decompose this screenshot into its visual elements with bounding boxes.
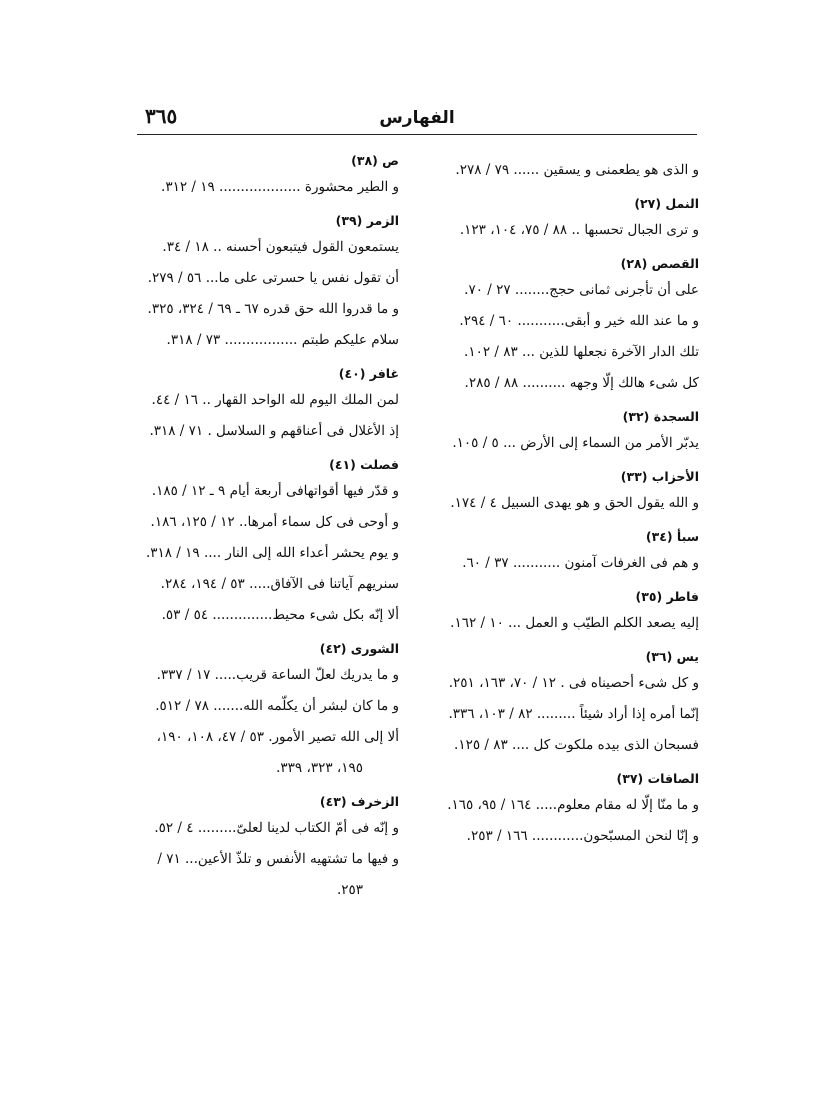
left-column <box>137 150 399 901</box>
verse-entry: و ما عند الله خير و أبقى........... ٦٠ / ٢٩٤. <box>459 313 699 329</box>
verse-entry: و إنّا لنحن المسبّحون............ ١٦٦ / ٢٥٣. <box>466 828 699 844</box>
verse-entry: و ما منّا إلّا له مقام معلوم..... ١٦٤ / ٩٥، ١٦٥. <box>447 797 699 813</box>
surah-heading: القصص (٢٨) <box>620 256 699 271</box>
surah-heading: الشورى (٤٢) <box>319 641 399 656</box>
verse-entry: و الطير محشورة ................... ١٩ / ٣١٢. <box>161 179 399 195</box>
verse-entry: و ما يدريك لعلّ الساعة قريب..... ١٧ / ٣٣٧. <box>156 667 399 683</box>
verse-entry: سنريهم آياتنا فى الآفاق..... ٥٣ / ١٩٤، ٢٨٤. <box>160 576 399 592</box>
verse-entry: سلام عليكم طبتم ................. ٧٣ / ٣١٨. <box>166 332 399 348</box>
verse-entry: إذ الأغلال فى أعناقهم و السلاسل . ٧١ / ٣١٨. <box>149 423 399 439</box>
surah-heading: يس (٣٦) <box>645 649 699 664</box>
verse-entry: و الذى هو يطعمنى و يسقين ...... ٧٩ / ٢٧٨. <box>455 162 699 178</box>
surah-heading: الصافات (٣٧) <box>616 771 699 786</box>
verse-entry: و ترى الجبال تحسبها .. ٨٨ / ٧٥، ١٠٤، ١٢٣. <box>459 222 699 238</box>
verse-entry-line: و فيها ما تشتهيه الأنفس و تلذّ الأعين... ٧١ / <box>157 851 399 867</box>
page-title: الفهارس <box>379 108 455 128</box>
verse-entry: يدبّر الأمر من السماء إلى الأرض ... ٥ / ١٠٥. <box>452 435 699 451</box>
verse-entry: ألا إنّه بكل شىء محيط.............. ٥٤ / ٥٣. <box>161 607 399 623</box>
verse-entry-continuation: ٢٥٣. <box>336 882 363 898</box>
page-number: ٣٦٥ <box>145 104 178 128</box>
surah-heading: الزخرف (٤٣) <box>319 794 399 809</box>
verse-entry <box>137 848 399 901</box>
verse-entry-continuation: ١٩٥، ٣٢٣، ٣٣٩. <box>276 760 363 776</box>
verse-entry: و الله يقول الحق و هو يهدى السبيل ٤ / ١٧٤. <box>450 495 699 511</box>
surah-heading: غافر (٤٠) <box>338 366 399 381</box>
verse-entry: أن تقول نفس يا حسرتى على ما... ٥٦ / ٢٧٩. <box>147 270 399 286</box>
verse-entry: فسبحان الذى بيده ملكوت كل .... ٨٣ / ١٢٥. <box>454 737 699 753</box>
verse-entry: إنّما أمره إذا أراد شيئاً ......... ٨٢ / ١٠٣، ٣٣٦. <box>448 706 699 722</box>
verse-entry: و أوحى فى كل سماء أمرها.. ١٢ / ١٢٥، ١٨٦. <box>150 514 399 530</box>
verse-entry: و يوم يحشر أعداء الله إلى النار .... ١٩ / ٣١٨. <box>145 545 399 561</box>
surah-heading: فاطر (٣٥) <box>635 589 699 604</box>
verse-entry: كل شىء هالك إلّا وجهه .......... ٨٨ / ٢٨٥. <box>464 375 699 391</box>
verse-entry: و إنّه فى أمّ الكتاب لدينا لعلىّ......... ٤ / ٥٢. <box>154 820 399 836</box>
surah-heading: الزمر (٣٩) <box>335 213 399 228</box>
verse-entry: و قدّر فيها أقواتهافى أربعة أيام ٩ ـ ١٢ / ١٨٥. <box>151 483 399 499</box>
verse-entry <box>137 726 399 779</box>
surah-heading: السجدة (٣٢) <box>622 409 699 424</box>
verse-entry: و ما قدروا الله حق قدره ٦٧ ـ ٦٩ / ٣٢٤، ٣٢٥. <box>147 301 399 317</box>
surah-heading: فصلت (٤١) <box>329 457 399 472</box>
verse-entry: و كل شىء أحصيناه فى . ١٢ / ٧٠، ١٦٣، ٢٥١. <box>448 675 699 691</box>
verse-entry: تلك الدار الآخرة نجعلها للذين ... ٨٣ / ١٠٢. <box>464 344 699 360</box>
verse-entry: و هم فى الغرفات آمنون ........... ٣٧ / ٦٠. <box>462 555 699 571</box>
header-rule <box>137 134 697 135</box>
surah-heading: سبأ (٣٤) <box>645 529 699 544</box>
verse-entry: إليه يصعد الكلم الطيّب و العمل ... ١٠ / ١٦٢. <box>450 615 699 631</box>
verse-entry: و ما كان لبشر أن يكلّمه الله....... ٧٨ / ٥١٢. <box>155 698 399 714</box>
page-header <box>137 104 697 134</box>
right-column <box>437 150 699 847</box>
surah-heading: النمل (٢٧) <box>634 196 699 211</box>
verse-entry-line: ألا إلى الله تصير الأمور. ٥٣ / ٤٧، ١٠٨، ١٩٠، <box>156 729 399 745</box>
surah-heading: ص (٣٨) <box>351 153 399 168</box>
verse-entry: يستمعون القول فيتبعون أحسنه .. ١٨ / ٣٤. <box>162 239 399 255</box>
verse-entry: لمن الملك اليوم لله الواحد القهار .. ١٦ / ٤٤. <box>151 392 399 408</box>
verse-entry: على أن تأجرنى ثمانى حجج........ ٢٧ / ٧٠. <box>464 282 699 298</box>
surah-heading: الأحزاب (٣٣) <box>620 469 699 484</box>
